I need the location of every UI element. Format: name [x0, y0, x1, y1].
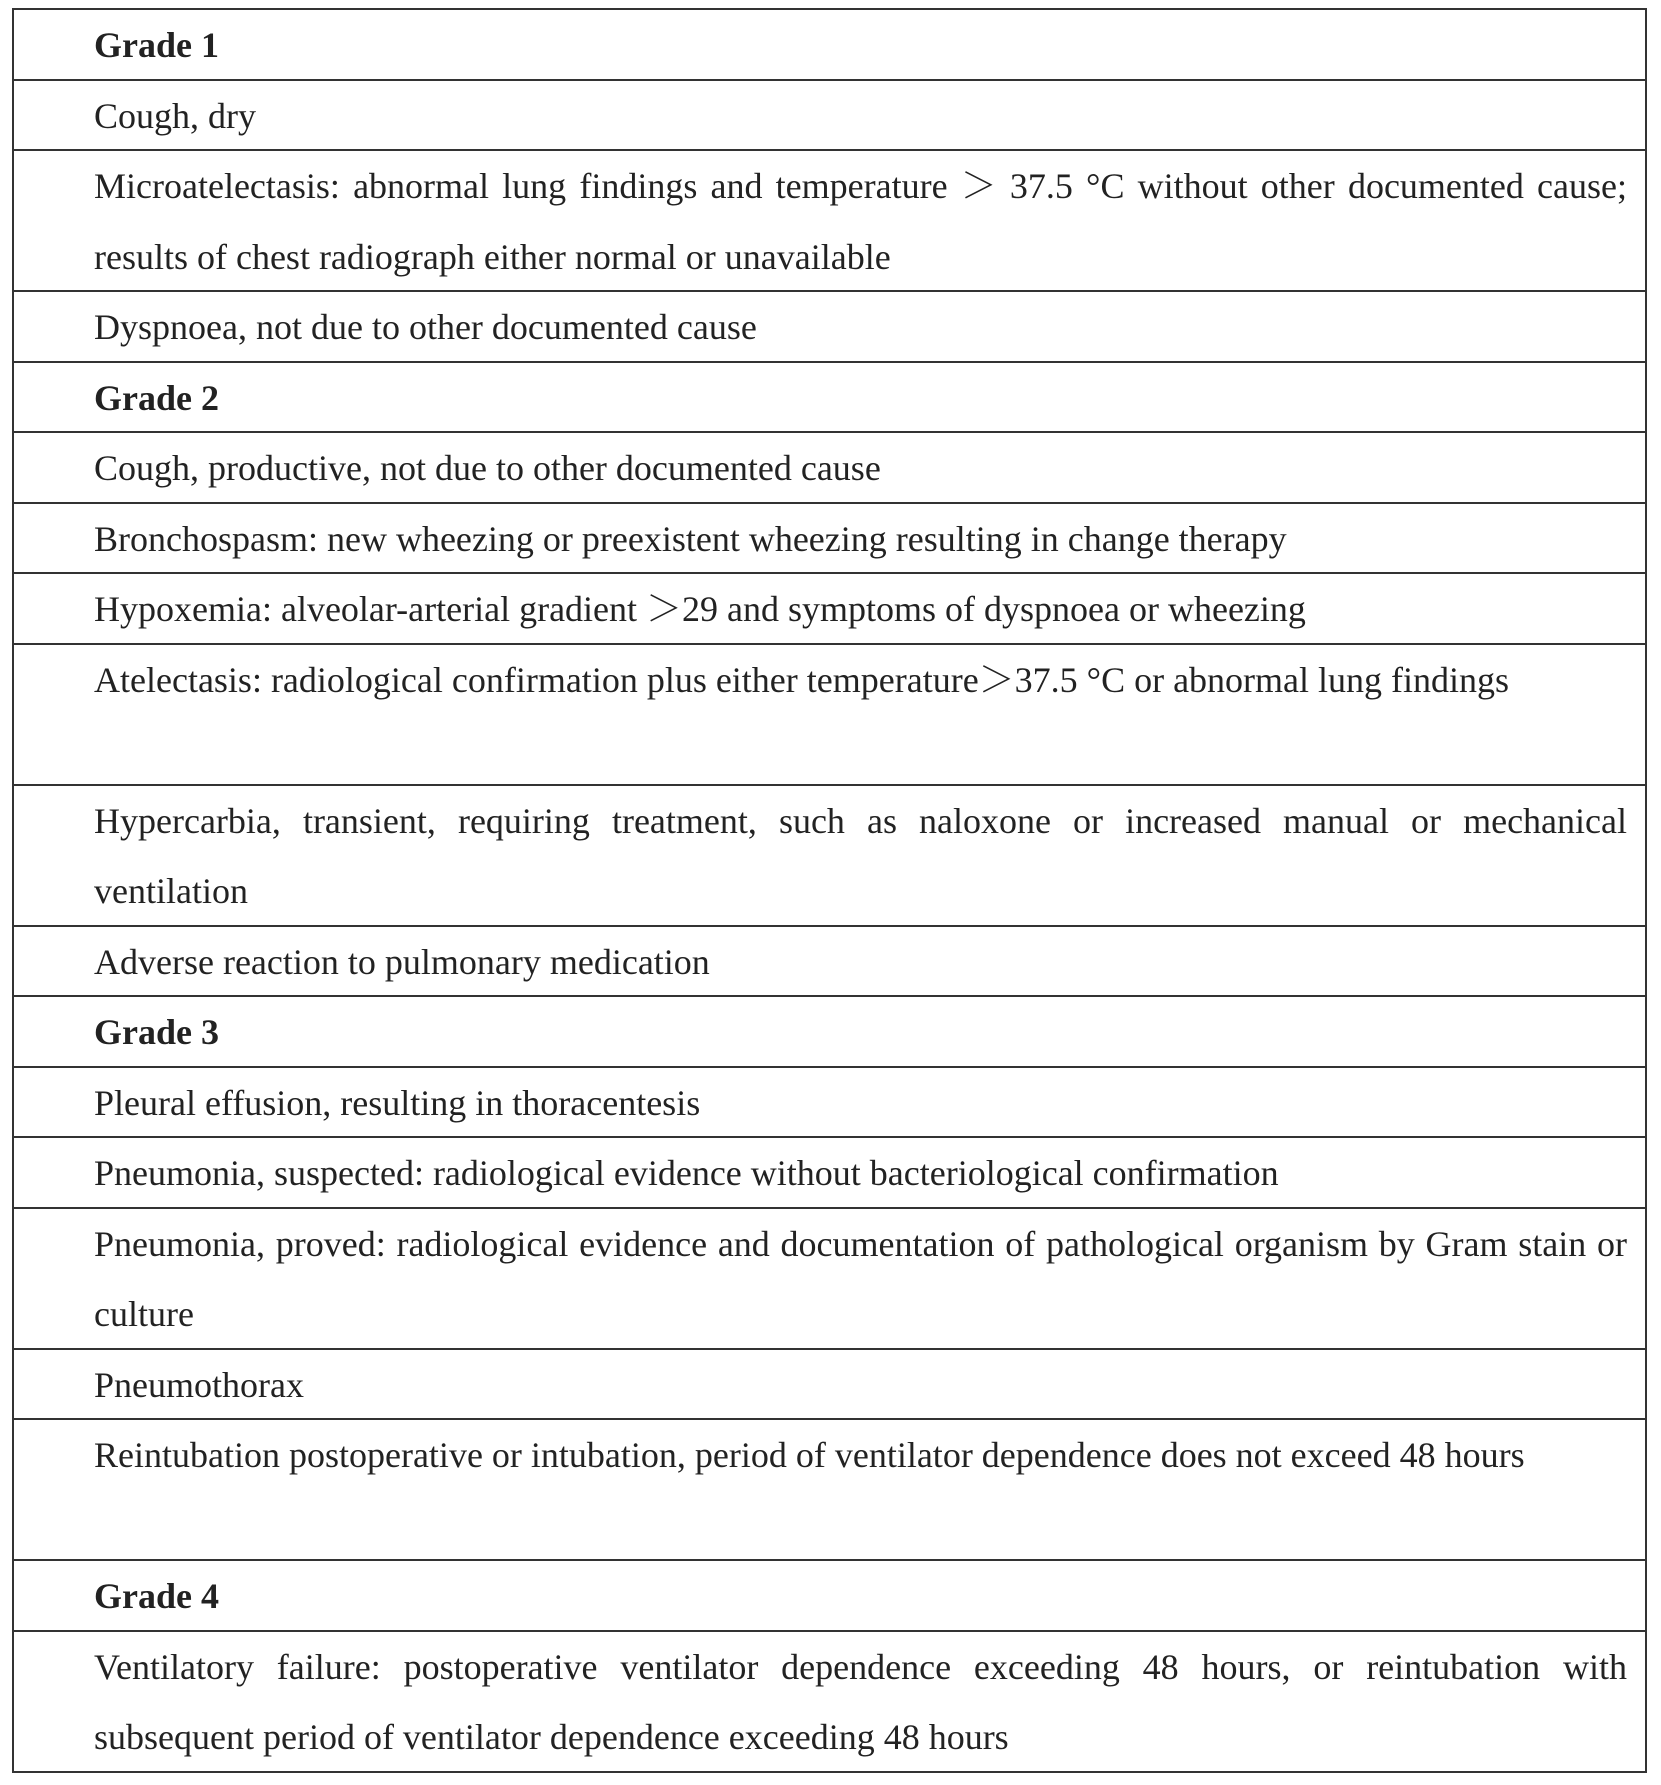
table-row: Pneumothorax	[14, 1350, 1645, 1421]
table-row	[14, 1209, 1645, 1350]
table-row	[14, 645, 1645, 786]
table-row: Cough, dry	[14, 81, 1645, 152]
row-text: Pneumonia, proved: radiological evidence and documentation of pathological organism by Gram stain or culture	[94, 1223, 1627, 1334]
table-row: Dyspnoea, not due to other documented cause	[14, 292, 1645, 363]
table-row: Adverse reaction to pulmonary medication	[14, 927, 1645, 998]
table-row: Hypoxemia: alveolar-arterial gradient ＞29 and symptoms of dyspnoea or wheezing	[14, 574, 1645, 645]
table-row: Pleural effusion, resulting in thoracentesis	[14, 1068, 1645, 1139]
row-text: Ventilatory failure: postoperative ventilator dependence exceeding 48 hours, or reintubation with subsequent period of ventilator dependence exceeding 48 hours	[94, 1646, 1627, 1757]
table-row	[14, 786, 1645, 927]
table-row: Cough, productive, not due to other documented cause	[14, 433, 1645, 504]
row-text: Hypercarbia, transient, requiring treatment, such as naloxone or increased manual or mechanical ventilation	[94, 800, 1627, 911]
table-row: Pneumonia, suspected: radiological evidence without bacteriological confirmation	[14, 1138, 1645, 1209]
table-row	[14, 1632, 1645, 1773]
grade-1-header: Grade 1	[14, 10, 1645, 81]
grade-2-header: Grade 2	[14, 363, 1645, 434]
row-text: Microatelectasis: abnormal lung findings and temperature ＞ 37.5 °C without other documented cause; results of chest radiograph either normal or unavailable	[94, 166, 1627, 277]
grade-3-header: Grade 3	[14, 997, 1645, 1068]
row-text: Atelectasis: radiological confirmation plus either temperature＞37.5 °C or abnormal lung findings	[94, 659, 1510, 700]
pulmonary-complications-table	[12, 8, 1647, 1773]
row-text: Reintubation postoperative or intubation, period of ventilator dependence does not exceed 48 hours	[94, 1435, 1525, 1475]
table-row	[14, 1420, 1645, 1561]
grade-4-header: Grade 4	[14, 1561, 1645, 1632]
table-row: Bronchospasm: new wheezing or preexistent wheezing resulting in change therapy	[14, 504, 1645, 575]
table-row	[14, 151, 1645, 292]
